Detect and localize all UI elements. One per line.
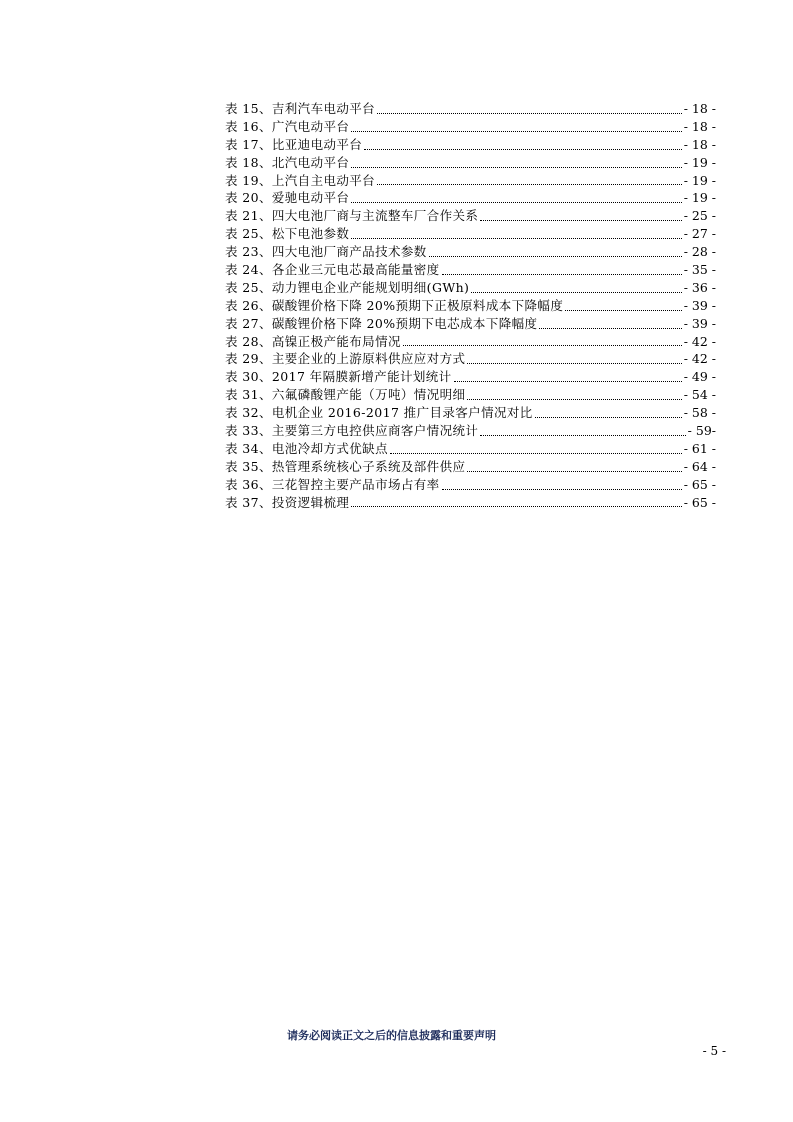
toc-entry-label: 表 33、主要第三方电控供应商客户情况统计 — [225, 423, 479, 439]
toc-entry[interactable] — [225, 189, 716, 207]
toc-entry-page: - 27 - — [683, 226, 716, 242]
toc-dot-leader — [467, 398, 681, 400]
toc-entry-page: - 61 - — [683, 440, 716, 456]
toc-entry-label: 表 30、2017 年隔膜新增产能计划统计 — [225, 369, 452, 385]
toc-entry-page: - 18 - — [683, 101, 716, 116]
toc-dot-leader — [403, 344, 682, 346]
toc-dot-leader — [377, 183, 682, 185]
toc-dot-leader — [351, 130, 681, 132]
toc-dot-leader — [471, 291, 681, 293]
toc-entry[interactable] — [225, 279, 716, 297]
toc-entry[interactable] — [225, 494, 716, 512]
toc-entry-page: - 54 - — [683, 387, 716, 403]
toc-entry-label: 表 34、电池冷却方式优缺点 — [225, 440, 388, 456]
toc-entry-label: 表 21、四大电池厂商与主流整车厂合作关系 — [225, 208, 479, 224]
toc-entry-label: 表 32、电机企业 2016-2017 推广目录客户情况对比 — [225, 405, 533, 421]
toc-entry-label: 表 19、上汽自主电动平台 — [225, 172, 376, 188]
toc-entry-label: 表 25、松下电池参数 — [225, 226, 350, 242]
toc-entry-label: 表 20、爱驰电动平台 — [225, 190, 350, 206]
toc-entry-label: 表 15、吉利汽车电动平台 — [225, 101, 376, 116]
toc-dot-leader — [364, 148, 682, 150]
toc-entry-page: - 49 - — [683, 369, 716, 385]
toc-dot-leader — [442, 488, 682, 490]
toc-entry[interactable] — [225, 136, 716, 154]
toc-dot-leader — [467, 470, 681, 472]
toc-entry-label: 表 28、高镍正极产能布局情况 — [225, 333, 401, 349]
toc-dot-leader — [565, 309, 681, 311]
toc-dot-leader — [454, 380, 682, 382]
toc-entry-label: 表 36、三花智控主要产品市场占有率 — [225, 476, 440, 492]
toc-entry-label: 表 31、六氟磷酸锂产能（万吨）情况明细 — [225, 387, 466, 403]
toc-entry-page: - 19 - — [683, 172, 716, 188]
toc-entry[interactable] — [225, 333, 716, 351]
toc-entry-page: - 59- — [687, 423, 716, 439]
toc-entry-label: 表 18、北汽电动平台 — [225, 154, 350, 170]
toc-entry-page: - 19 - — [683, 190, 716, 206]
toc-dot-leader — [351, 237, 681, 239]
toc-entry[interactable] — [225, 225, 716, 243]
toc-entry-page: - 19 - — [683, 154, 716, 170]
toc-dot-leader — [480, 434, 685, 436]
toc-entry-page: - 18 - — [683, 118, 716, 134]
toc-dot-leader — [377, 112, 682, 114]
toc-entry-label: 表 27、碳酸锂价格下降 20%预期下电芯成本下降幅度 — [225, 315, 538, 331]
toc-entry-page: - 18 - — [683, 136, 716, 152]
table-of-tables — [225, 100, 716, 511]
footer-disclaimer: 请务必阅读正文之后的信息披露和重要声明 — [287, 1029, 496, 1042]
toc-entry[interactable] — [225, 261, 716, 279]
page-number: - 5 - — [702, 1044, 726, 1058]
toc-entry[interactable] — [225, 404, 716, 422]
toc-entry[interactable] — [225, 458, 716, 476]
toc-entry-page: - 58 - — [683, 405, 716, 421]
toc-entry-page: - 65 - — [683, 494, 716, 510]
toc-entry[interactable] — [225, 243, 716, 261]
toc-dot-leader — [351, 201, 681, 203]
toc-entry[interactable] — [225, 315, 716, 333]
toc-entry-label: 表 25、动力锂电企业产能规划明细(GWh) — [225, 279, 470, 295]
toc-entry[interactable] — [225, 386, 716, 404]
toc-entry-page: - 36 - — [683, 279, 716, 295]
toc-dot-leader — [539, 327, 681, 329]
toc-entry-page: - 35 - — [683, 262, 716, 278]
toc-entry[interactable] — [225, 440, 716, 458]
toc-entry[interactable] — [225, 476, 716, 494]
toc-entry-page: - 25 - — [683, 208, 716, 224]
toc-dot-leader — [351, 166, 681, 168]
toc-entry-label: 表 37、投资逻辑梳理 — [225, 494, 350, 510]
toc-entry[interactable] — [225, 172, 716, 190]
toc-entry[interactable] — [225, 207, 716, 225]
toc-dot-leader — [429, 255, 682, 257]
toc-entry[interactable] — [225, 154, 716, 172]
toc-entry-label: 表 29、主要企业的上游原料供应应对方式 — [225, 351, 466, 367]
toc-dot-leader — [351, 505, 681, 507]
toc-entry[interactable] — [225, 422, 716, 440]
toc-entry-label: 表 35、热管理系统核心子系统及部件供应 — [225, 458, 466, 474]
toc-dot-leader — [467, 362, 681, 364]
toc-dot-leader — [442, 273, 682, 275]
toc-entry[interactable] — [225, 297, 716, 315]
toc-entry-page: - 28 - — [683, 244, 716, 260]
toc-entry-label: 表 16、广汽电动平台 — [225, 118, 350, 134]
toc-dot-leader — [480, 219, 681, 221]
toc-dot-leader — [535, 416, 682, 418]
toc-entry-page: - 42 - — [683, 351, 716, 367]
toc-entry[interactable] — [225, 118, 716, 136]
toc-entry-page: - 39 - — [683, 315, 716, 331]
toc-entry-page: - 65 - — [683, 476, 716, 492]
toc-entry-label: 表 23、四大电池厂商产品技术参数 — [225, 244, 427, 260]
toc-entry-page: - 64 - — [683, 458, 716, 474]
toc-entry-label: 表 26、碳酸锂价格下降 20%预期下正极原料成本下降幅度 — [225, 297, 564, 313]
toc-entry-label: 表 24、各企业三元电芯最高能量密度 — [225, 262, 440, 278]
toc-entry-page: - 39 - — [683, 297, 716, 313]
toc-entry-label: 表 17、比亚迪电动平台 — [225, 136, 363, 152]
toc-dot-leader — [390, 452, 682, 454]
toc-entry[interactable] — [225, 100, 716, 118]
toc-entry-page: - 42 - — [683, 333, 716, 349]
toc-entry[interactable] — [225, 350, 716, 368]
toc-entry[interactable] — [225, 368, 716, 386]
